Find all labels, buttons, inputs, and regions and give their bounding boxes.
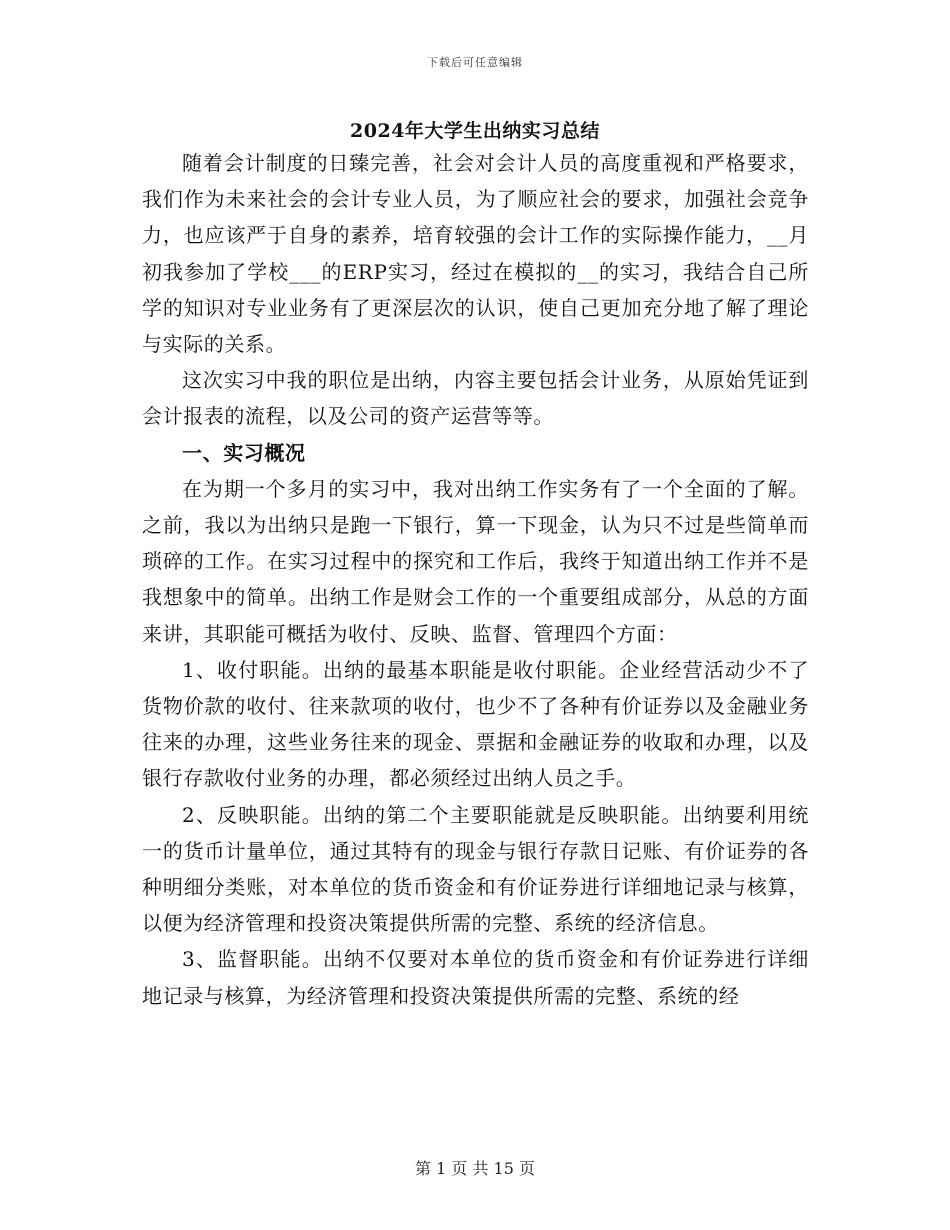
page-number: 第 1 页 共 15 页	[415, 1159, 535, 1178]
paragraph-function-receipt: 1、收付职能。出纳的最基本职能是收付职能。企业经营活动少不了货物价款的收付、往来款项的收付，也少不了各种有价证券以及金融业务往来的办理，这些业务往来的现金、票据和金融证券的收取和办理，以及银行存款收付业务的办理，都必须经过出纳人员之手。	[142, 657, 809, 791]
paragraph-function-reflect: 2、反映职能。出纳的第二个主要职能就是反映职能。出纳要利用统一的货币计量单位，通过其特有的现金与银行存款日记账、有价证券的各种明细分类账，对本单位的货币资金和有价证券进行详细地记录与核算，以便为经济管理和投资决策提供所需的完整、系统的经济信息。	[142, 802, 809, 936]
document-body	[142, 145, 809, 1014]
page-header-note: 下载后可任意编辑	[427, 56, 523, 69]
paragraph-intro: 随着会计制度的日臻完善，社会对会计人员的高度重视和严格要求，我们作为未来社会的会计专业人员，为了顺应社会的要求，加强社会竞争力，也应该严于自身的素养，培育较强的会计工作的实际操作能力，__月初我参加了学校___的ERP实习，经过在模拟的__的实习，我结合自己所学的知识对专业业务有了更深层次的认识，使自己更加充分地了解了理论与实际的关系。	[142, 151, 809, 357]
paragraph-function-supervise: 3、监督职能。出纳不仅要对本单位的货币资金和有价证券进行详细地记录与核算，为经济管理和投资决策提供所需的完整、系统的经	[142, 947, 809, 1008]
section-heading-overview: 一、实习概况	[182, 440, 306, 465]
paragraph-position: 这次实习中我的职位是出纳，内容主要包括会计业务，从原始凭证到会计报表的流程，以及公司的资产运营等等。	[142, 368, 809, 429]
paragraph-overview: 在为期一个多月的实习中，我对出纳工作实务有了一个全面的了解。之前，我以为出纳只是跑一下银行，算一下现金，认为只不过是些简单而琐碎的工作。在实习过程中的探究和工作后，我终于知道出纳工作并不是我想象中的简单。出纳工作是财会工作的一个重要组成部分，从总的方面来讲，其职能可概括为收付、反映、监督、管理四个方面：	[142, 476, 809, 646]
document-title: 2024年大学生出纳实习总结	[350, 120, 600, 142]
